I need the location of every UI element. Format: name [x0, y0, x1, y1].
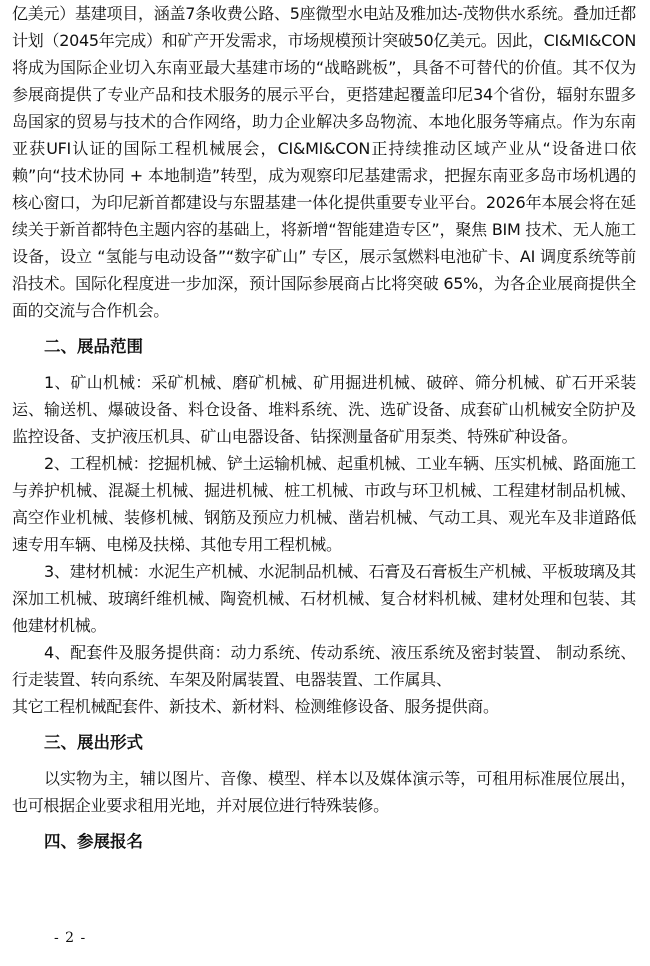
exhibit-item-mining: 1、矿山机械：采矿机械、磨矿机械、矿用掘进机械、破碎、筛分机械、矿石开采装运、输送机、爆破设备、料仓设备、堆料系统、洗、选矿设备、成套矿山机械安全防护及监控设备、支护液压机具、矿山电器设备、钻探测量备矿用泵类、特殊矿种设备。	[12, 373, 636, 446]
section-heading-format: 三、展出形式	[44, 733, 143, 752]
page-number: - 2 -	[54, 930, 87, 946]
exhibit-item-building-materials: 3、建材机械：水泥生产机械、水泥制品机械、石膏及石膏板生产机械、平板玻璃及其深加工机械、玻璃纤维机械、陶瓷机械、石材机械、复合材料机械、建材处理和包装、其他建材机械。	[12, 562, 636, 635]
section-heading-exhibits: 二、展品范围	[44, 337, 143, 356]
exhibit-item-components-line1: 4、配套件及服务提供商：动力系统、传动系统、液压系统及密封装置、 制动系统、行走装置、转向系统、车架及附属装置、电器装置、工作属具、	[12, 643, 636, 689]
intro-paragraph: 亿美元）基建项目，涵盖7条收费公路、5座微型水电站及雅加达-茂物供水系统。叠加迁都计划（2045年完成）和矿产开发需求，市场规模预计突破50亿美元。因此，CI&MI&CON将成为国际企业切入东南亚最大基建市场的“战略跳板”，具备不可替代的价值。其不仅为参展商提供了专业产品和技术服务的展示平台，更搭建起覆盖印尼34个省份，辐射东盟多岛国家的贸易与技术的合作网络，助力企业解决多岛物流、本地化服务等痛点。作为东南亚获UFI认证的国际工程机械展会，CI&MI&CON正持续推动区域产业从“设备进口依赖”向“技术协同 + 本地制造”转型，成为观察印尼基建需求，把握东南亚多岛市场机遇的核心窗口，为印尼新首都建设与东盟基建一体化提供重要专业平台。2026年本展会将在延续关于新首都特色主题内容的基础上，将新增“智能建造专区”，聚焦 BIM 技术、无人施工设备，设立 “氢能与电动设备”“数字矿山” 专区，展示氢燃料电池矿卡、AI 调度系统等前沿技术。国际化程度进一步加深，预计国际参展商占比将突破 65%，为各企业展商提供全面的交流与合作机会。	[12, 4, 636, 320]
document-body	[12, 0, 636, 864]
format-paragraph: 以实物为主，辅以图片、音像、模型、样本以及媒体演示等，可租用标准展位展出，也可根据企业要求租用光地，并对展位进行特殊装修。	[12, 769, 636, 815]
exhibit-item-components-line2: 其它工程机械配套件、新技术、新材料、检测维修设备、服务提供商。	[12, 697, 499, 716]
section-heading-registration: 四、参展报名	[44, 832, 143, 851]
exhibit-item-engineering: 2、工程机械：挖掘机械、铲土运输机械、起重机械、工业车辆、压实机械、路面施工与养护机械、混凝土机械、掘进机械、桩工机械、市政与环卫机械、工程建材制品机械、高空作业机械、装修机械、钢筋及预应力机械、凿岩机械、气动工具、观光车及非道路低速专用车辆、电梯及扶梯、其他专用工程机械。	[12, 454, 636, 554]
